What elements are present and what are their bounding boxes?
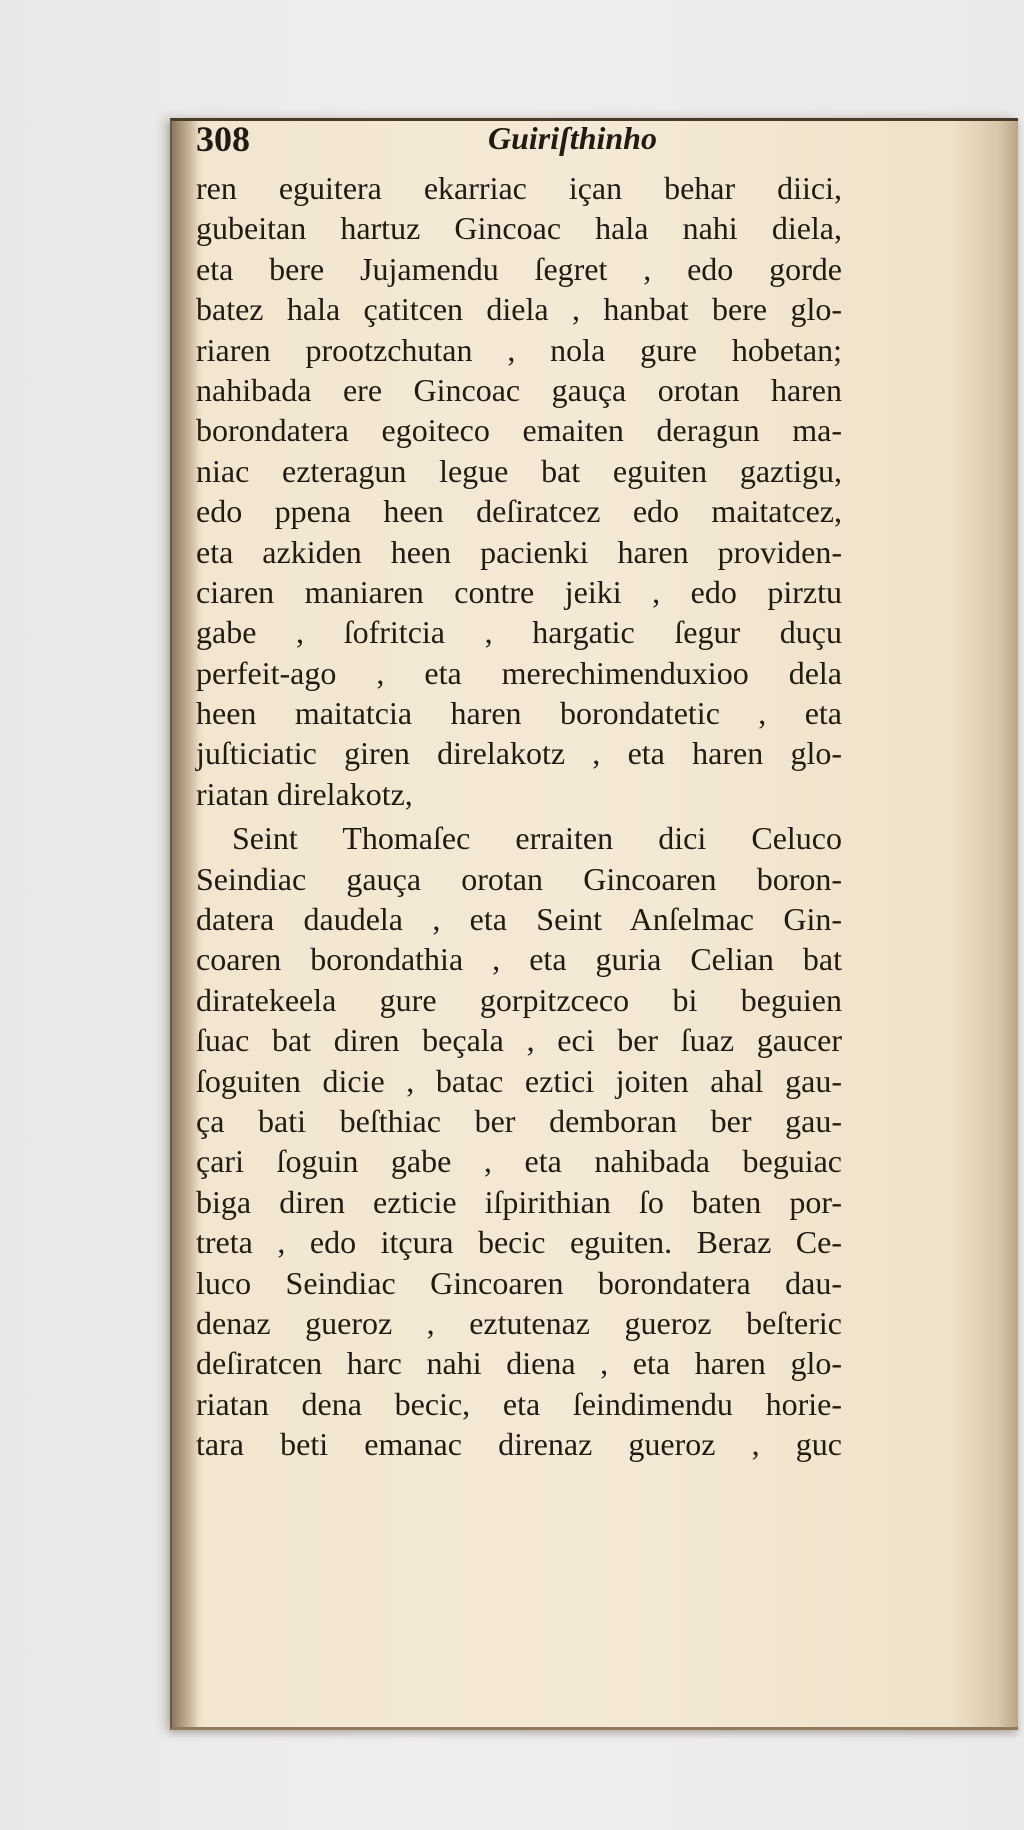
text-line: juſticiatic giren direlakotz , eta haren glo- <box>196 735 842 772</box>
text-line: luco Seindiac Gincoaren borondatera dau- <box>196 1264 842 1301</box>
text-line: datera daudela , eta Seint Anſelmac Gin- <box>196 901 842 938</box>
text-line: ſuac bat diren beçala , eci ber ſuaz gaucer <box>196 1022 842 1059</box>
text-line: perfeit-ago , eta merechimenduxioo dela <box>196 654 842 691</box>
paragraph-2 <box>196 818 842 1464</box>
text-line: eta azkiden heen pacienki haren providen- <box>196 533 842 570</box>
text-line: ſoguiten dicie , batac eztici joiten ahal gau- <box>196 1062 842 1099</box>
text-line: riatan direlakotz, <box>196 775 413 812</box>
text-line: batez hala çatitcen diela , hanbat bere glo- <box>196 291 842 328</box>
text-line: niac ezteragun legue bat eguiten gaztigu, <box>196 452 842 489</box>
text-line: gabe , ſofritcia , hargatic ſegur duçu <box>196 614 842 651</box>
text-line: Seindiac gauça orotan Gincoaren boron- <box>196 860 842 897</box>
page-number: 308 <box>196 119 250 159</box>
text-line: riatan dena becic, eta ſeindimendu horie- <box>196 1385 842 1422</box>
page-header <box>196 118 842 168</box>
text-line: edo ppena heen deſiratcez edo maitatcez, <box>196 493 842 530</box>
paragraph-1 <box>196 168 842 814</box>
text-line: nahibada ere Gincoac gauça orotan haren <box>196 371 842 408</box>
text-line: ciaren maniaren contre jeiki , edo pirztu <box>196 573 842 610</box>
text-block <box>196 118 842 1465</box>
text-line: gubeitan hartuz Gincoac hala nahi diela, <box>196 210 842 247</box>
text-line: biga diren ezticie iſpirithian ſo baten por- <box>196 1183 842 1220</box>
text-line: deſiratcen harc nahi diena , eta haren glo- <box>196 1345 842 1382</box>
text-line: riaren prootzchutan , nola gure hobetan; <box>196 331 842 368</box>
running-head: Guiriſthinho <box>488 120 657 156</box>
text-line: eta bere Jujamendu ſegret , edo gorde <box>196 250 842 287</box>
text-line: tara beti emanac direnaz gueroz , guc <box>196 1426 842 1463</box>
text-line: treta , edo itçura becic eguiten. Beraz Ce- <box>196 1224 842 1261</box>
text-line: denaz gueroz , eztutenaz gueroz beſteric <box>196 1304 842 1341</box>
text-line: çari ſoguin gabe , eta nahibada beguiac <box>196 1143 842 1180</box>
text-line: Seint Thomaſec erraiten dici Celuco <box>232 820 842 857</box>
text-line: heen maitatcia haren borondatetic , eta <box>196 695 842 732</box>
page-edge <box>998 121 1018 1727</box>
text-line: borondatera egoiteco emaiten deragun ma- <box>196 412 842 449</box>
text-line: diratekeela gure gorpitzceco bi beguien <box>196 981 842 1018</box>
text-line: ça bati beſthiac ber demboran ber gau- <box>196 1102 842 1139</box>
page-gutter <box>172 121 198 1727</box>
text-line: ren eguitera ekarriac içan behar diici, <box>196 170 842 206</box>
text-line: coaren borondathia , eta guria Celian bat <box>196 941 842 978</box>
